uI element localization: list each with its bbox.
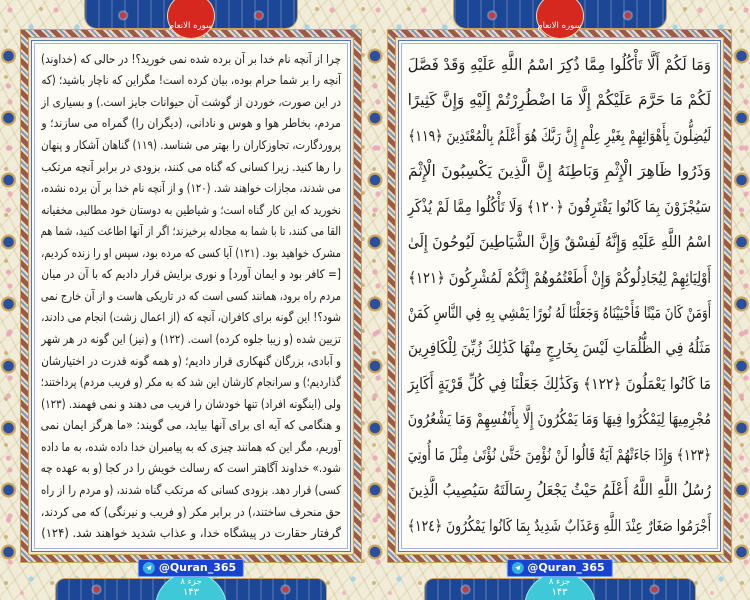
translation-line: مشرک خواهید بود. (۱۲۱) آیا کسی که مرده بود، سپس او را زنده کردیم، bbox=[41, 245, 341, 260]
quran-line: وَمَا لَكُمْ أَلَّا تَأْكُلُوا مِمَّا ذُكِرَ اسْمُ اللَّهِ عَلَيْهِ وَقَدْ فَصَّلَ bbox=[407, 56, 711, 75]
quran-line: سَيُجْزَوْنَ بِمَا كَانُوا يَقْتَرِفُونَ ﴿١٢٠﴾ وَلَا تَأْكُلُوا مِمَّا لَمْ يُذْكَرِ bbox=[407, 197, 711, 216]
page-number: ۱۴۳ bbox=[182, 587, 200, 598]
quran-line: لَيُضِلُّونَ بِأَهْوَائِهِمْ بِغَيْرِ عِلْمٍ إِنَّ رَبَّكَ هُوَ أَعْلَمُ بِالْمُعْتَدِينَ ﴿١١٩﴾ bbox=[408, 126, 711, 145]
telegram-icon bbox=[143, 562, 155, 574]
translation-line: آنچه را بر شما حرام بوده، بیان کرده است! مگراین که ناچار باشید؛ (که bbox=[41, 73, 342, 88]
surah-title: سوره الانعام bbox=[537, 20, 582, 31]
translation-line: مردم راه برود، همانند کسی است که در تاریکی هاست و از آن خارج نمی bbox=[40, 288, 342, 303]
translation-line: چرا از آنچه نام خدا بر آن برده شده نمی خورید؟! در حالی که (خداوند) bbox=[41, 51, 341, 66]
quran-line: أَجْرَمُوا صَغَارٌ عِنْدَ اللَّهِ وَعَذَابٌ شَدِيدٌ بِمَا كَانُوا يَمْكُرُونَ ﴿١٢٤﴾ bbox=[407, 516, 711, 535]
juz-label: جزء ۸ bbox=[548, 577, 571, 587]
translation-line: آوریم، مگر این که همانند چیزی که به پیامبران خدا داده شده، به ما داده bbox=[41, 439, 341, 454]
page-frame bbox=[388, 30, 731, 562]
translation-line: در این صورت، خوردن از گوشت آن حیوانات جایز است.) و بسیاری از bbox=[41, 94, 341, 109]
right-page bbox=[388, 0, 731, 600]
translation-line: شود؟! این گونه برای کافران، آنچه که (از اعمال زشت) انجام می دادند، bbox=[41, 310, 342, 325]
translation-line: می شدند، مجازات خواهند شد. (۱۲۰) و از آنچه نام خدا بر آن برده نشده، bbox=[40, 181, 341, 196]
translation-line: [= کافر بود و ایمان آورد] و نوری برایش قرار دادیم که با آن در میان bbox=[41, 267, 341, 282]
translation-line: القا می کنند، تا با شما به مجادله برخیزند؛ اگر از آنها اطاعت کنید، شما هم bbox=[40, 224, 341, 239]
translation-line: تزیین شده (و زیبا جلوه کرده) است. (۱۲۲) و (نیز) این گونه در هر شهر bbox=[41, 332, 341, 347]
translation-line: ولی (اینگونه افراد) تنها خودشان را فریب می دهند و نمی فهمند. (۱۲۳) bbox=[41, 396, 341, 411]
quran-line: رُسُلُ اللَّهِ اللَّهُ أَعْلَمُ حَيْثُ يَجْعَلُ رِسَالَتَهُ سَيُصِيبُ الَّذِينَ bbox=[408, 481, 711, 500]
translation-text bbox=[41, 48, 341, 544]
gutter-ornament bbox=[362, 34, 388, 562]
quran-line: لَكُمْ مَا حَرَّمَ عَلَيْكُمْ إِلَّا مَا اضْطُرِرْتُمْ إِلَيْهِ وَإِنَّ كَثِيرًا bbox=[407, 91, 711, 110]
left-page bbox=[21, 0, 361, 600]
telegram-icon bbox=[511, 562, 523, 574]
translation-line: کسی) قرار دهد. بزودی کسانی که مرتکب گناه شدند، (و مردم را از راه bbox=[41, 482, 341, 497]
telegram-channel-badge[interactable] bbox=[138, 559, 244, 577]
quran-text bbox=[408, 48, 711, 544]
translation-line: را رها کنید. زیرا کسانی که گناه می کنند، بزودی در برابر آنچه مرتکب bbox=[41, 159, 342, 174]
translation-line: و آبادی، بزرگان گنهکاری قرار دادیم؛ (و همه گونه قدرت در اختیارشان bbox=[41, 353, 341, 368]
translation-line: گذاردیم؛) و سرانجام کارشان این شد که به مکر (و فریب مردم) پرداختند؛ bbox=[40, 375, 341, 390]
quran-line: اسْمُ اللَّهِ عَلَيْهِ وَإِنَّهُ لَفِسْقٌ وَإِنَّ الشَّيَاطِينَ لَيُوحُونَ إِلَىٰ bbox=[407, 233, 711, 252]
translation-line: نخورید که این کار گناه است؛ و شیاطین به دوستان خود مطالبی مخفیانه bbox=[41, 202, 342, 217]
quran-line: مُجْرِمِيهَا لِيَمْكُرُوا فِيهَا وَمَا يَمْكُرُونَ إِلَّا بِأَنْفُسِهِمْ وَمَا يَشْعُرُونَ bbox=[407, 410, 711, 429]
left-edge-ornament bbox=[1, 34, 16, 562]
translation-line: و هنگامی که آیه ای برای آنها بیاید، می گویند: «ما هرگز ایمان نمی bbox=[40, 418, 341, 433]
quran-line: مَا كَانُوا يَعْمَلُونَ ﴿١٢٢﴾ وَكَذَٰلِكَ جَعَلْنَا فِي كُلِّ قَرْيَةٍ أَكَابِرَ bbox=[407, 374, 711, 393]
channel-name: @Quran_365 bbox=[527, 561, 605, 574]
translation-line: شود.» خداوند آگاهتر است که رسالت خویش را در کجا (و به عهده چه bbox=[40, 461, 341, 476]
quran-line: ﴿١٢٣﴾ وَإِذَا جَاءَتْهُمْ آيَةٌ قَالُوا لَنْ نُؤْمِنَ حَتَّىٰ نُؤْتَىٰ مِثْلَ مَا أُوتِيَ bbox=[407, 445, 711, 464]
translation-line: پروردگارت، تجاوزکاران را بهتر می شناسد. (۱۱۹) گناهان آشکار و پنهان bbox=[41, 137, 341, 152]
channel-name: @Quran_365 bbox=[158, 561, 237, 574]
surah-title: سوره الانعام bbox=[168, 20, 214, 31]
telegram-channel-badge[interactable] bbox=[506, 559, 612, 577]
translation-line: حق منحرف ساختند،) در برابر مکر (و فریب و نیرنگی) که می کردند، bbox=[40, 504, 342, 519]
page-number: ۱۴۳ bbox=[551, 587, 568, 598]
quran-line: وَذَرُوا ظَاهِرَ الْإِثْمِ وَبَاطِنَهُ إِنَّ الَّذِينَ يَكْسِبُونَ الْإِثْمَ bbox=[408, 162, 711, 181]
translation-panel bbox=[31, 40, 351, 552]
quran-line: مَثَلُهُ فِي الظُّلُمَاتِ لَيْسَ بِخَارِجٍ مِنْهَا كَذَٰلِكَ زُيِّنَ لِلْكَافِرِينَ bbox=[408, 339, 711, 358]
page-frame bbox=[21, 30, 361, 562]
quran-text-panel bbox=[398, 40, 721, 552]
right-edge-ornament bbox=[734, 34, 749, 562]
quran-line: أَوْلِيَائِهِمْ لِيُجَادِلُوكُمْ وَإِنْ أَطَعْتُمُوهُمْ إِنَّكُمْ لَمُشْرِكُونَ ﴿١٢١﴾ bbox=[408, 268, 711, 287]
quran-line: أَوَمَنْ كَانَ مَيْتًا فَأَحْيَيْنَاهُ وَجَعَلْنَا لَهُ نُورًا يَمْشِي بِهِ فِي النَّاسِ كَمَنْ bbox=[407, 303, 711, 322]
translation-line: مردم، بخاطر هوا و هوس و نادانی، (دیگران را) گمراه می سازند؛ و bbox=[41, 116, 341, 131]
translation-line: گرفتار حقارت در پیشگاه خدا، و عذاب شدید خواهند شد. (۱۲۴) bbox=[41, 526, 342, 541]
juz-label: جزء ۸ bbox=[180, 577, 202, 587]
